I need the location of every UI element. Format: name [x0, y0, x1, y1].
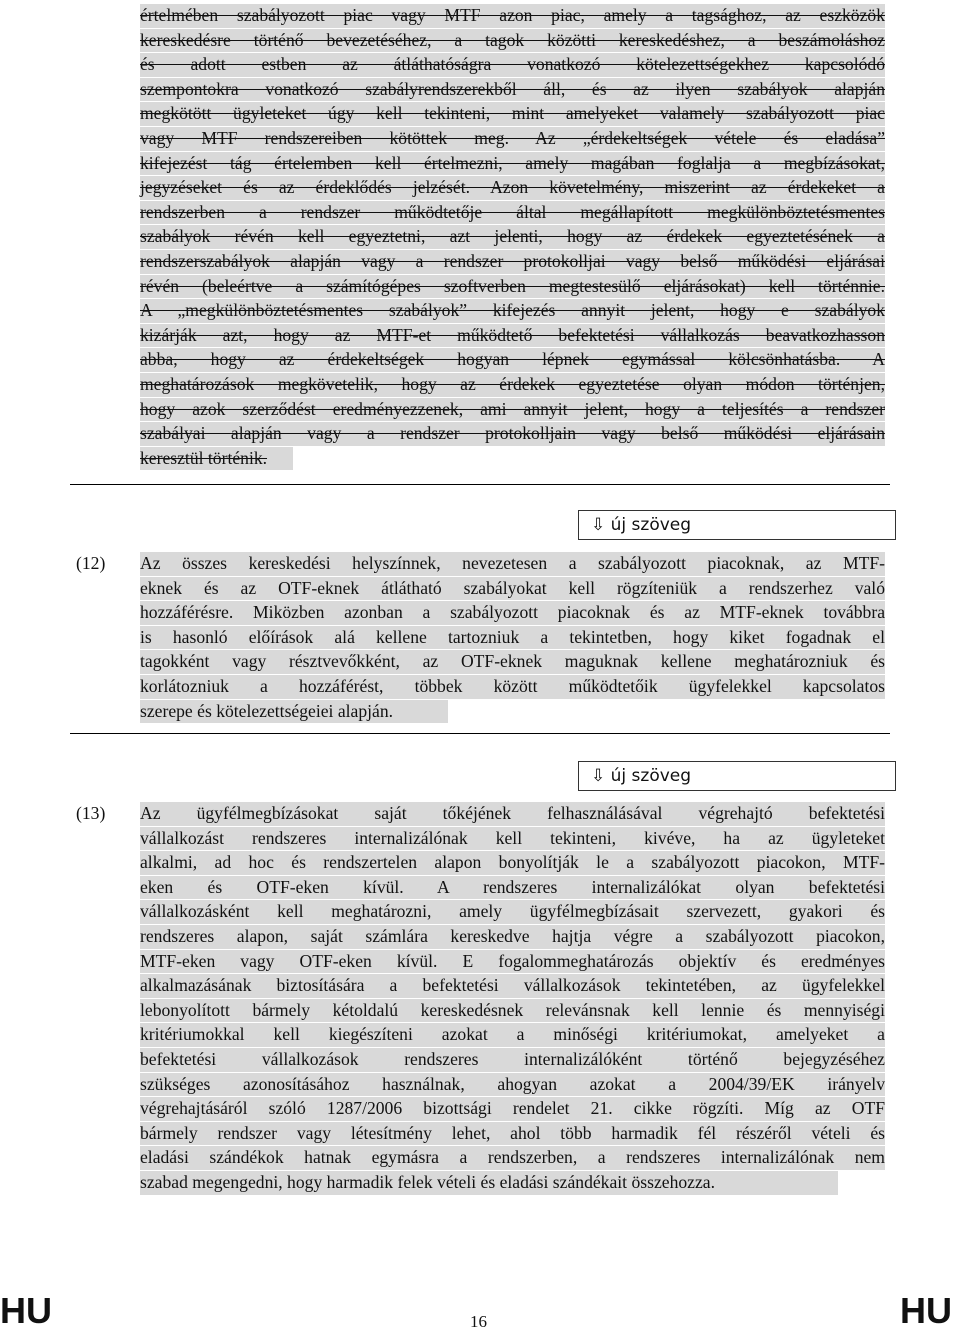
new-text-marker-2	[578, 761, 896, 791]
text-line: keresztül történik.	[140, 447, 268, 468]
text-line: kifejezést tág értelemben kell értelmezni, amely magában foglalja a megbízásokat,	[140, 152, 885, 173]
text-line: MTF-eken vagy OTF-eken kívül. E fogalommeghatározás objektív és eredményes	[140, 950, 885, 971]
new-text-marker-1	[578, 510, 896, 540]
separator-rule-2	[70, 733, 890, 734]
text-line: vagy MTF rendszereiben kötöttek meg. Az „érdekeltségek vétele és eladása”	[140, 128, 885, 148]
text-line: Az összes kereskedési helyszínnek, nevezetesen a szabályozott piacoknak, az MTF-	[140, 553, 885, 573]
text-line: bármely rendszer vagy létesítmény lehet, ahol több harmadik fél részéről vételi és	[140, 1122, 885, 1143]
text-line: szempontokra vonatkozó szabályrendszerekből áll, és az ilyen szabályok alapján	[140, 78, 885, 99]
text-line: kritériumokkal kell kiegészíteni azokat a minőségi kritériumokat, amelyeket a	[140, 1024, 885, 1045]
paragraph-number-12: (12)	[76, 553, 106, 573]
text-line: végrehajtásáról szóló 1287/2006 bizottsági rendelet 21. cikke rögzíti. Míg az OTF	[140, 1098, 885, 1119]
page-number: 16	[470, 1312, 487, 1331]
text-line: kereskedésre történő bevezetéséhez, a tagok közötti kereskedéshez, a beszámoláshoz	[140, 29, 885, 50]
text-line: szükséges azonosításához használnak, ahogyan azokat a 2004/39/EK irányelv	[140, 1073, 885, 1094]
paragraph-number-13: (13)	[76, 803, 106, 823]
text-line: A „megkülönböztetésmentes szabályok” kifejezés annyit jelent, hogy e szabályok	[140, 300, 885, 321]
footer-language-left: HU	[0, 1290, 52, 1331]
text-line: jegyzéseket és az érdeklődés jelzését. Azon követelmény, miszerint az érdekeket a	[140, 177, 885, 198]
text-line: kizárják azt, hogy az MTF-et működtető befektetési vállalkozás beavatkozhasson	[140, 324, 885, 345]
text-line: vállalkozásként kell meghatározni, amely ügyfélmegbízásait szervezett, gyakori és	[140, 901, 885, 922]
text-line: és adott estben az átláthatóságra vonatkozó kötelezettségekhez kapcsolódó	[140, 54, 885, 75]
text-line: rendszerszabályok alapján vagy a rendszer protokolljai vagy belső működési eljárásai	[140, 251, 885, 271]
text-line: meghatározások megkövetelik, hogy az érdekek egyeztetése olyan módon történjen,	[140, 374, 885, 394]
text-line: is hasonló előírások alá kellene tartozniuk a tekintetben, hogy kiket fogadnak el	[140, 626, 885, 647]
text-line: vállalkozást rendszeres internalizálónak kell tekinteni, kivéve, ha az ügyleteket	[140, 827, 885, 848]
text-line: szabályok révén kell egyeztetni, azt jelenti, hogy az érdekek egyeztetésének a	[140, 226, 885, 247]
text-line: Az ügyfélmegbízásokat saját tőkéjének felhasználásával végrehajtó befektetési	[140, 803, 885, 823]
text-line: megkötött ügyleteket úgy kell tekinteni, mint amelyeket valamely szabályozott piac	[140, 103, 885, 124]
text-line: hozzáférésre. Miközben azonban a szabályozott piacoknak és az MTF-eknek továbbra	[140, 602, 885, 623]
text-line: rendszerben a rendszer működtetője által megállapított megkülönböztetésmentes	[140, 201, 885, 222]
text-line: szabad megengedni, hogy harmadik felek vételi és eladási szándékait összehozza.	[140, 1172, 715, 1192]
text-line: hogy azok szerződést eredményezzenek, ami annyit jelent, hogy a teljesítés a rendszer	[140, 398, 885, 419]
text-line: eladási szándékok hatnak egymásra a rendszerben, a rendszeres internalizálónak nem	[140, 1147, 885, 1168]
text-line: eknek és az OTF-eknek átlátható szabályokat kell rögzíteniük a rendszerhez való	[140, 577, 885, 598]
text-line: eken és OTF-eken kívül. A rendszeres internalizálókat olyan befektetési	[140, 876, 885, 897]
text-line: abba, hogy az érdekeltségek hogyan lépnek egymással kölcsönhatásba. A	[140, 349, 885, 370]
new-text-label: ⇩ új szöveg	[591, 515, 692, 535]
text-line: szerepe és kötelezettségeiei alapján.	[140, 700, 394, 721]
text-line: szabályai alapján vagy a rendszer protokolljain vagy belső működési eljárásain	[140, 423, 885, 444]
text-line: értelmében szabályozott piac vagy MTF azon piac, amely a tagsághoz, az eszközök	[140, 5, 885, 25]
text-line: alkalmazásának biztosítására a befektetési vállalkozások tekintetében, az ügyfelekkel	[140, 975, 885, 996]
text-line: korlátozniuk a hozzáférést, többek között működtetőik ügyfelekkel kapcsolatos	[140, 676, 885, 696]
footer-language-right: HU	[900, 1290, 952, 1331]
separator-rule-1	[70, 484, 890, 485]
text-line: rendszeres alapon, saját számlára kereskedve hajtja végre a szabályozott piacokon,	[140, 926, 885, 946]
text-line: tagokként vagy résztvevőkként, az OTF-eknek maguknak kellene meghatározniuk és	[140, 651, 885, 672]
text-line: befektetési vállalkozások rendszeres internalizálóként történő bejegyzéséhez	[140, 1049, 885, 1069]
text-line: révén (beleértve a számítógépes szoftverben megtestesülő eljárásokat) kell történnie.	[140, 275, 885, 296]
new-text-label: ⇩ új szöveg	[591, 766, 692, 786]
text-line: lebonyolított bármely kétoldalú kereskedésnek relevánsnak kell lennie és mennyiségi	[140, 999, 885, 1020]
text-line: alkalmi, ad hoc és rendszertelen alapon bonyolítják le a szabályozott piacokon, MTF-	[140, 852, 885, 873]
